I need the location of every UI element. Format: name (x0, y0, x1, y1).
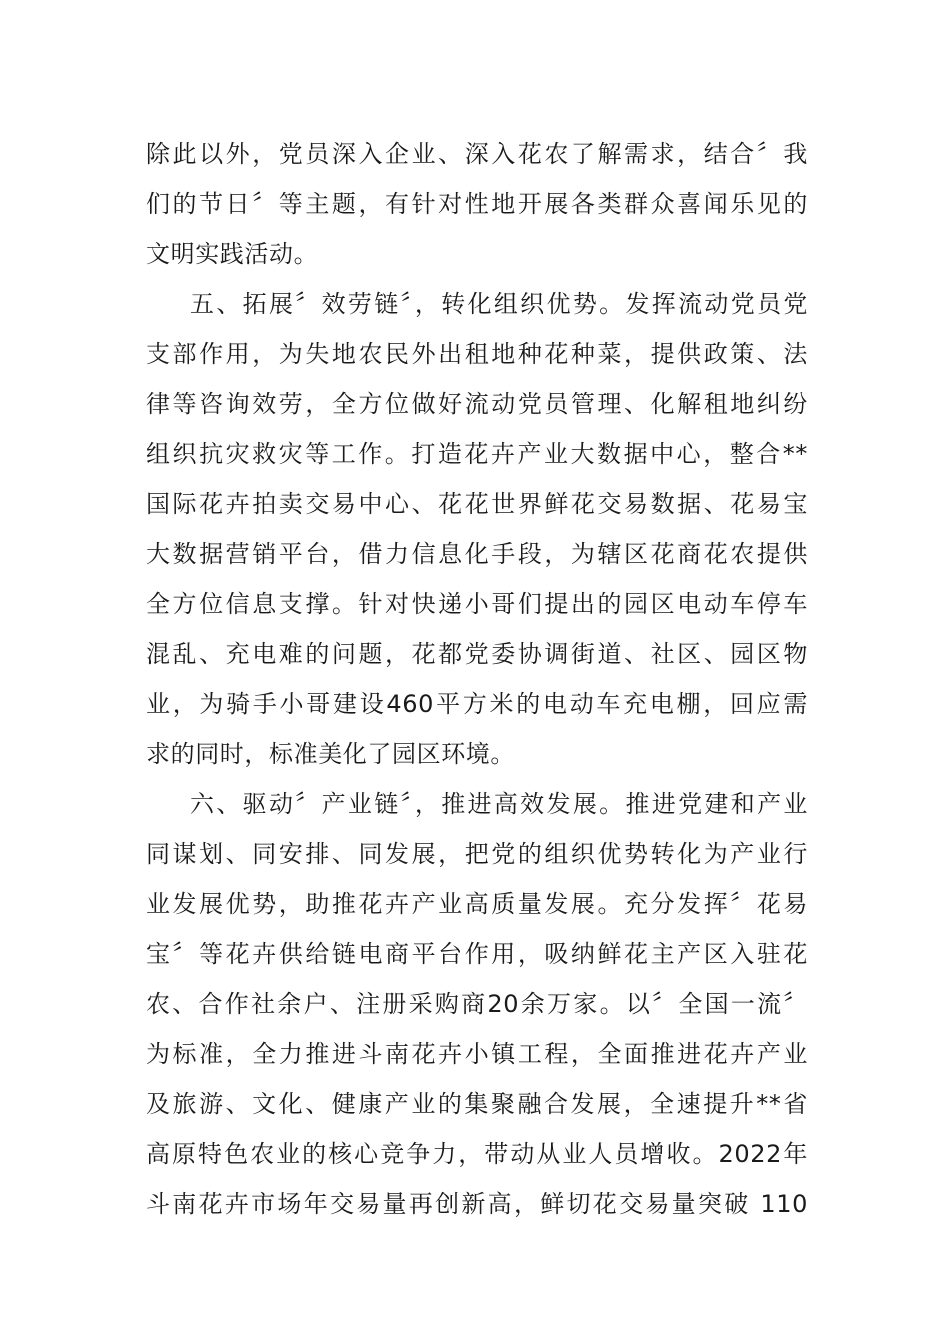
paragraph-1 (146, 129, 808, 279)
text-line: 宝〞等花卉供给链电商平台作用，吸纳鲜花主产区入驻花 (146, 940, 808, 968)
text-line: 及旅游、文化、健康产业的集聚融合发展，全速提升**省 (146, 1090, 808, 1118)
text-line: 律等咨询效劳，全方位做好流动党员管理、化解租地纠纷 (146, 390, 808, 418)
text-line: 组织抗灾救灾等工作。打造花卉产业大数据中心，整合** (146, 440, 808, 468)
text-line: 业，为骑手小哥建设460平方米的电动车充电棚，回应需 (146, 690, 808, 718)
text-line: 同谋划、同安排、同发展，把党的组织优势转化为产业行 (146, 840, 808, 868)
text-line: 除此以外，党员深入企业、深入花农了解需求，结合〞我 (146, 140, 808, 168)
text-line: 农、合作社余户、注册采购商20余万家。以〞全国一流〞 (146, 990, 808, 1018)
text-line: 混乱、充电难的问题，花都党委协调街道、社区、园区物 (146, 640, 808, 668)
text-line: 五、拓展〞效劳链〞，转化组织优势。发挥流动党员党 (190, 290, 808, 318)
text-line: 大数据营销平台，借力信息化手段，为辖区花商花农提供 (146, 540, 808, 568)
document-body (146, 129, 808, 1229)
text-line: 全方位信息支撑。针对快递小哥们提出的园区电动车停车 (146, 590, 808, 618)
text-line: 为标准，全力推进斗南花卉小镇工程，全面推进花卉产业 (146, 1040, 808, 1068)
text-line: 业发展优势，助推花卉产业高质量发展。充分发挥〞花易 (146, 890, 808, 918)
text-line: 求的同时，标准美化了园区环境。 (146, 740, 515, 768)
paragraph-3 (146, 779, 808, 1229)
text-line: 六、驱动〞产业链〞，推进高效发展。推进党建和产业 (190, 790, 808, 818)
text-line: 文明实践活动。 (146, 240, 319, 268)
text-line: 们的节日〞等主题，有针对性地开展各类群众喜闻乐见的 (146, 190, 808, 218)
text-line: 支部作用，为失地农民外出租地种花种菜，提供政策、法 (146, 340, 808, 368)
text-line: 斗南花卉市场年交易量再创新高，鲜切花交易量突破 110 (146, 1190, 808, 1218)
paragraph-2 (146, 279, 808, 779)
text-line: 国际花卉拍卖交易中心、花花世界鲜花交易数据、花易宝 (146, 490, 808, 518)
text-line: 高原特色农业的核心竞争力，带动从业人员增收。2022年 (146, 1140, 808, 1168)
